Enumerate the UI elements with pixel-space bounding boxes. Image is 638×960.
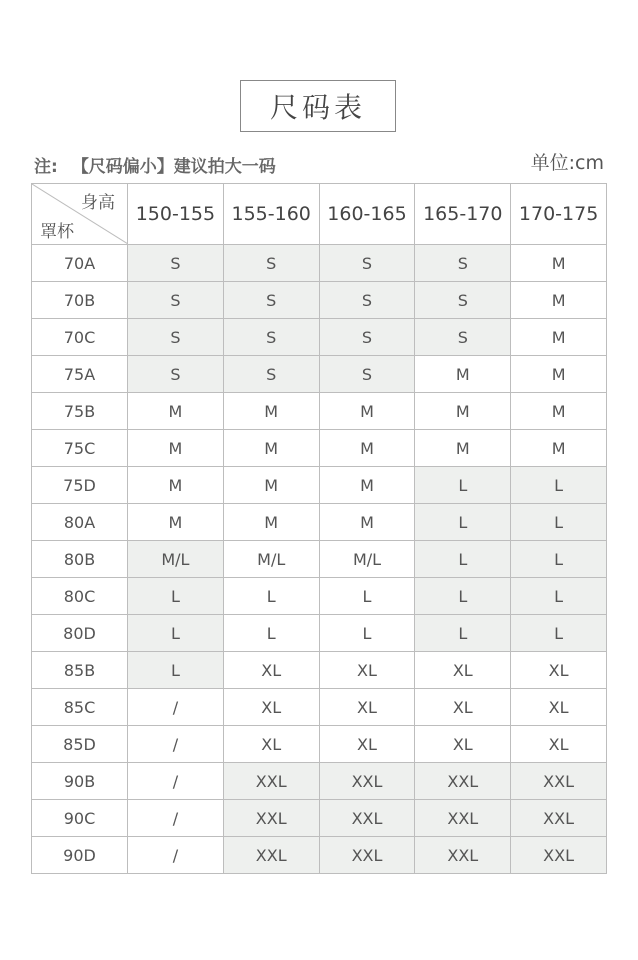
size-cell: M [511, 245, 607, 282]
size-cell: L [415, 504, 511, 541]
size-cell: S [319, 356, 415, 393]
size-cell: L [128, 615, 224, 652]
size-cell: M [128, 430, 224, 467]
size-cell: XL [319, 689, 415, 726]
size-cell: M [511, 319, 607, 356]
size-chart-table [31, 183, 607, 874]
table-row [32, 319, 607, 356]
size-cell: XXL [223, 837, 319, 874]
table-row [32, 578, 607, 615]
row-label: 70A [32, 245, 128, 282]
column-header: 165-170 [415, 184, 511, 245]
size-cell: L [511, 504, 607, 541]
size-cell: L [319, 615, 415, 652]
size-cell: M [223, 504, 319, 541]
table-row [32, 541, 607, 578]
size-cell: S [415, 245, 511, 282]
size-cell: L [128, 578, 224, 615]
size-cell: M [511, 282, 607, 319]
size-cell: M [415, 430, 511, 467]
row-label: 80C [32, 578, 128, 615]
size-cell: XL [511, 689, 607, 726]
row-label: 85D [32, 726, 128, 763]
table-row [32, 837, 607, 874]
size-cell: M [319, 504, 415, 541]
size-cell: M [128, 467, 224, 504]
row-label: 75C [32, 430, 128, 467]
row-label: 70C [32, 319, 128, 356]
size-cell: M [128, 393, 224, 430]
table-row [32, 467, 607, 504]
size-cell: L [415, 467, 511, 504]
table-row [32, 800, 607, 837]
size-cell: M [223, 467, 319, 504]
size-cell: M/L [319, 541, 415, 578]
table-row [32, 763, 607, 800]
row-label: 80A [32, 504, 128, 541]
table-row [32, 615, 607, 652]
size-cell: S [223, 356, 319, 393]
size-cell: S [319, 319, 415, 356]
size-cell: M [223, 430, 319, 467]
size-cell: S [223, 245, 319, 282]
size-cell: M [415, 393, 511, 430]
size-cell: L [128, 652, 224, 689]
size-cell: S [128, 245, 224, 282]
size-cell: L [223, 578, 319, 615]
size-cell: L [511, 541, 607, 578]
size-cell: S [223, 319, 319, 356]
row-label: 90C [32, 800, 128, 837]
size-cell: M [128, 504, 224, 541]
size-cell: L [319, 578, 415, 615]
size-cell: L [223, 615, 319, 652]
size-cell: S [128, 319, 224, 356]
size-cell: M [319, 393, 415, 430]
table-row [32, 430, 607, 467]
size-cell: XXL [415, 763, 511, 800]
size-cell: M [319, 430, 415, 467]
row-label: 75B [32, 393, 128, 430]
row-label: 85C [32, 689, 128, 726]
size-cell: XXL [511, 763, 607, 800]
size-cell: XL [223, 726, 319, 763]
size-cell: XXL [511, 800, 607, 837]
unit-label: 单位:cm [530, 152, 604, 174]
size-note [34, 152, 276, 177]
table-row [32, 245, 607, 282]
size-cell: XL [223, 652, 319, 689]
size-cell: L [415, 541, 511, 578]
table-row [32, 504, 607, 541]
size-cell: XL [415, 726, 511, 763]
table-corner-cell [32, 184, 128, 245]
size-cell: M [223, 393, 319, 430]
column-header: 170-175 [511, 184, 607, 245]
size-cell: M [511, 430, 607, 467]
size-cell: / [128, 837, 224, 874]
size-cell: XL [319, 726, 415, 763]
size-cell: XL [319, 652, 415, 689]
row-label: 80D [32, 615, 128, 652]
size-cell: XL [223, 689, 319, 726]
size-cell: / [128, 800, 224, 837]
size-cell: / [128, 763, 224, 800]
size-cell: S [319, 282, 415, 319]
size-cell: M [319, 467, 415, 504]
row-label: 90D [32, 837, 128, 874]
size-cell: L [415, 578, 511, 615]
table-row [32, 282, 607, 319]
corner-cup-label: 罩杯 [40, 222, 74, 242]
column-header: 160-165 [319, 184, 415, 245]
column-header: 150-155 [128, 184, 224, 245]
row-label: 80B [32, 541, 128, 578]
size-cell: XL [415, 652, 511, 689]
row-label: 75D [32, 467, 128, 504]
size-cell: L [415, 615, 511, 652]
table-row [32, 726, 607, 763]
size-cell: XXL [223, 800, 319, 837]
size-cell: XXL [511, 837, 607, 874]
size-cell: S [319, 245, 415, 282]
row-label: 75A [32, 356, 128, 393]
size-cell: M [511, 356, 607, 393]
row-label: 70B [32, 282, 128, 319]
size-cell: XL [511, 652, 607, 689]
size-cell: L [511, 578, 607, 615]
table-row [32, 652, 607, 689]
size-cell: XXL [415, 800, 511, 837]
size-cell: S [415, 319, 511, 356]
size-cell: XXL [415, 837, 511, 874]
size-cell: M/L [128, 541, 224, 578]
size-cell: S [128, 282, 224, 319]
size-cell: S [223, 282, 319, 319]
size-cell: S [415, 282, 511, 319]
size-cell: M [511, 393, 607, 430]
size-cell: XXL [319, 837, 415, 874]
table-row [32, 689, 607, 726]
table-header-row [32, 184, 607, 245]
size-cell: XL [511, 726, 607, 763]
table-row [32, 356, 607, 393]
page-title: 尺码表 [240, 80, 396, 132]
note-label: 注: [34, 157, 58, 177]
size-cell: / [128, 726, 224, 763]
size-cell: S [128, 356, 224, 393]
size-cell: XXL [319, 763, 415, 800]
size-cell: XXL [319, 800, 415, 837]
row-label: 90B [32, 763, 128, 800]
size-cell: M [415, 356, 511, 393]
size-cell: XL [415, 689, 511, 726]
row-label: 85B [32, 652, 128, 689]
size-cell: L [511, 467, 607, 504]
column-header: 155-160 [223, 184, 319, 245]
size-cell: XXL [223, 763, 319, 800]
corner-height-label: 身高 [81, 193, 115, 213]
note-text: 【尺码偏小】建议拍大一码 [71, 157, 276, 177]
size-cell: M/L [223, 541, 319, 578]
size-cell: / [128, 689, 224, 726]
size-cell: L [511, 615, 607, 652]
table-row [32, 393, 607, 430]
